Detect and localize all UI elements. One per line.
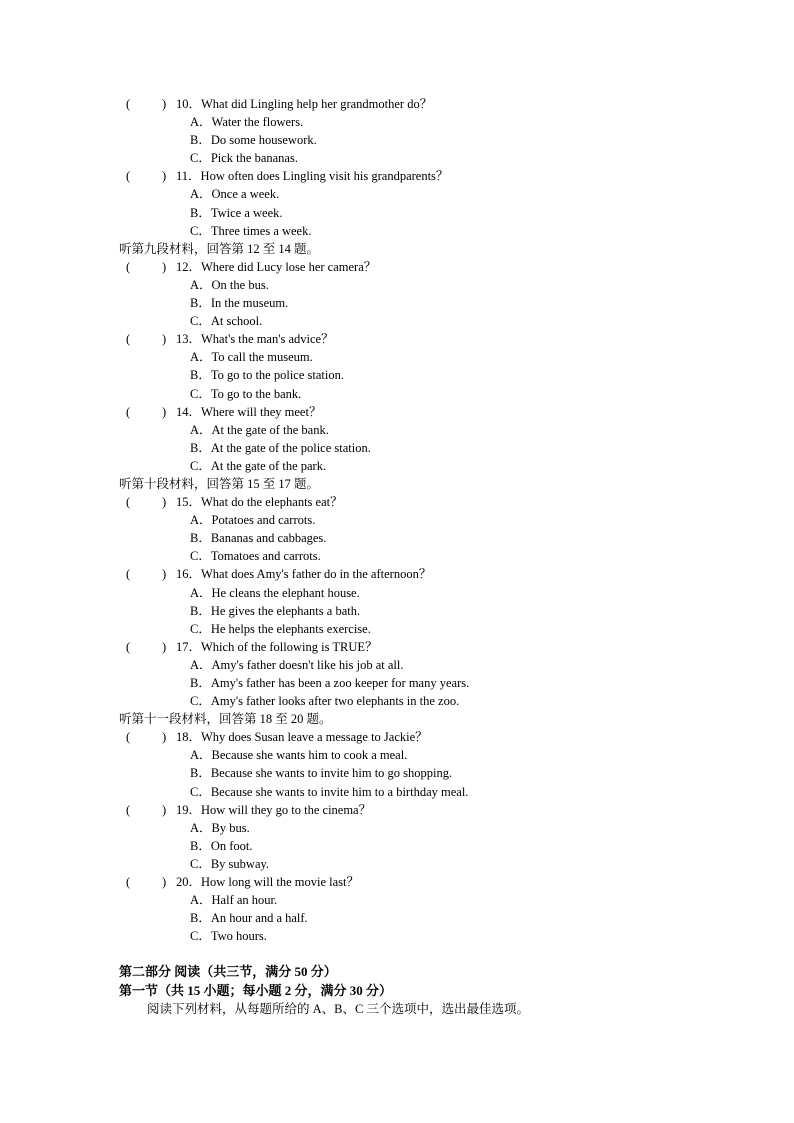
answer-blank-open: ( <box>126 495 131 510</box>
question-text: 11．How often does Lingling visit his grandparents？ <box>176 169 449 184</box>
spacer <box>119 945 699 963</box>
answer-blank-open: ( <box>126 404 131 419</box>
answer-blank-open: ( <box>126 639 131 654</box>
section-10-heading: 听第十段材料，回答第 15 至 17 题。 <box>119 476 320 491</box>
question-18 <box>119 728 699 746</box>
option-b: B．He gives the elephants a bath. <box>190 603 361 618</box>
option-a: A．He cleans the elephant house. <box>190 585 360 600</box>
question-11 <box>119 167 699 185</box>
question-group-c <box>119 493 699 710</box>
option-b: B．Bananas and cabbages. <box>190 531 327 546</box>
section-1-title: 第一节（共 15 小题；每小题 2 分，满分 30 分） <box>119 982 393 998</box>
answer-blank-close: ) <box>162 404 167 419</box>
option-c: C．Tomatoes and carrots. <box>190 549 321 564</box>
question-17 <box>119 638 699 656</box>
answer-blank-close: ) <box>162 332 167 347</box>
answer-blank-close: ) <box>162 639 167 654</box>
option-a: A．To call the museum. <box>190 350 313 365</box>
question-13 <box>119 330 699 348</box>
option-a: A．Amy's father doesn't like his job at all. <box>190 657 404 672</box>
answer-blank-open: ( <box>126 332 131 347</box>
question-16 <box>119 565 699 583</box>
option-c: C．Amy's father looks after two elephants in the zoo. <box>190 694 460 709</box>
option-a: A．Water the flowers. <box>190 115 304 130</box>
option-c: C．Three times a week. <box>190 223 312 238</box>
option-b: B．On foot. <box>190 838 253 853</box>
question-10 <box>119 95 699 113</box>
answer-blank-close: ) <box>162 802 167 817</box>
content <box>119 95 699 1018</box>
question-text: 18．Why does Susan leave a message to Jackie？ <box>176 730 428 745</box>
question-text: 14．Where will they meet？ <box>176 404 322 419</box>
answer-blank-open: ( <box>126 567 131 582</box>
option-b: B．In the museum. <box>190 296 289 311</box>
option-c: C．Because she wants to invite him to a birthday meal. <box>190 784 469 799</box>
section-11-heading: 听第十一段材料，回答第 18 至 20 题。 <box>119 712 332 727</box>
question-14 <box>119 403 699 421</box>
option-c: C．To go to the bank. <box>190 386 302 401</box>
reading-instruction: 阅读下列材料，从每题所给的 A、B、C 三个选项中，选出最佳选项。 <box>147 1001 529 1016</box>
option-c: C．He helps the elephants exercise. <box>190 621 371 636</box>
option-a: A．By bus. <box>190 820 250 835</box>
part-2-title: 第二部分 阅读（共三节，满分 50 分） <box>119 964 337 980</box>
option-a: A．Because she wants him to cook a meal. <box>190 748 408 763</box>
option-b: B．Twice a week. <box>190 205 283 220</box>
option-b: B．Amy's father has been a zoo keeper for many years. <box>190 676 470 690</box>
option-a: A．At the gate of the bank. <box>190 422 329 437</box>
question-text: 19．How will they go to the cinema？ <box>176 802 372 817</box>
section-9-heading: 听第九段材料，回答第 12 至 14 题。 <box>119 241 320 256</box>
question-text: 13．What's the man's advice？ <box>176 332 334 347</box>
option-c: C．Pick the bananas. <box>190 151 298 166</box>
option-a: A．Half an hour. <box>190 893 278 908</box>
answer-blank-close: ) <box>162 259 167 274</box>
question-text: 16．What does Amy's father do in the afternoon？ <box>176 567 432 582</box>
option-c: C．Two hours. <box>190 929 267 944</box>
option-c: C．At school. <box>190 314 263 329</box>
option-b: B．Because she wants to invite him to go shopping. <box>190 766 453 781</box>
question-text: 17．Which of the following is TRUE？ <box>176 639 378 654</box>
answer-blank-close: ) <box>162 169 167 184</box>
option-c: C．By subway. <box>190 856 270 871</box>
answer-blank-open: ( <box>126 802 131 817</box>
answer-blank-open: ( <box>126 97 131 111</box>
answer-blank-close: ) <box>162 567 167 582</box>
option-c: C．At the gate of the park. <box>190 458 327 473</box>
option-b: B．Do some housework. <box>190 133 317 148</box>
answer-blank-open: ( <box>126 875 131 890</box>
option-a: A．Potatoes and carrots. <box>190 513 316 528</box>
question-text: 10．What did Lingling help her grandmother do？ <box>176 97 433 111</box>
answer-blank-open: ( <box>126 730 131 745</box>
option-b: B．At the gate of the police station. <box>190 440 371 455</box>
question-15 <box>119 493 699 511</box>
answer-blank-close: ) <box>162 495 167 510</box>
answer-blank-open: ( <box>126 259 131 274</box>
answer-blank-close: ) <box>162 875 167 890</box>
question-text: 15．What do the elephants eat？ <box>176 495 343 510</box>
answer-blank-open: ( <box>126 169 131 184</box>
option-b: B．To go to the police station. <box>190 368 344 383</box>
question-text: 20．How long will the movie last？ <box>176 875 359 890</box>
question-19 <box>119 801 699 819</box>
option-a: A．Once a week. <box>190 187 280 202</box>
question-group-b <box>119 258 699 475</box>
question-12 <box>119 258 699 276</box>
question-text: 12．Where did Lucy lose her camera？ <box>176 259 377 274</box>
question-group-a <box>119 95 699 240</box>
answer-blank-close: ) <box>162 97 167 111</box>
option-a: A．On the bus. <box>190 277 269 292</box>
question-20 <box>119 873 699 891</box>
option-b: B．An hour and a half. <box>190 911 308 926</box>
question-group-d <box>119 728 699 945</box>
answer-blank-close: ) <box>162 730 167 745</box>
